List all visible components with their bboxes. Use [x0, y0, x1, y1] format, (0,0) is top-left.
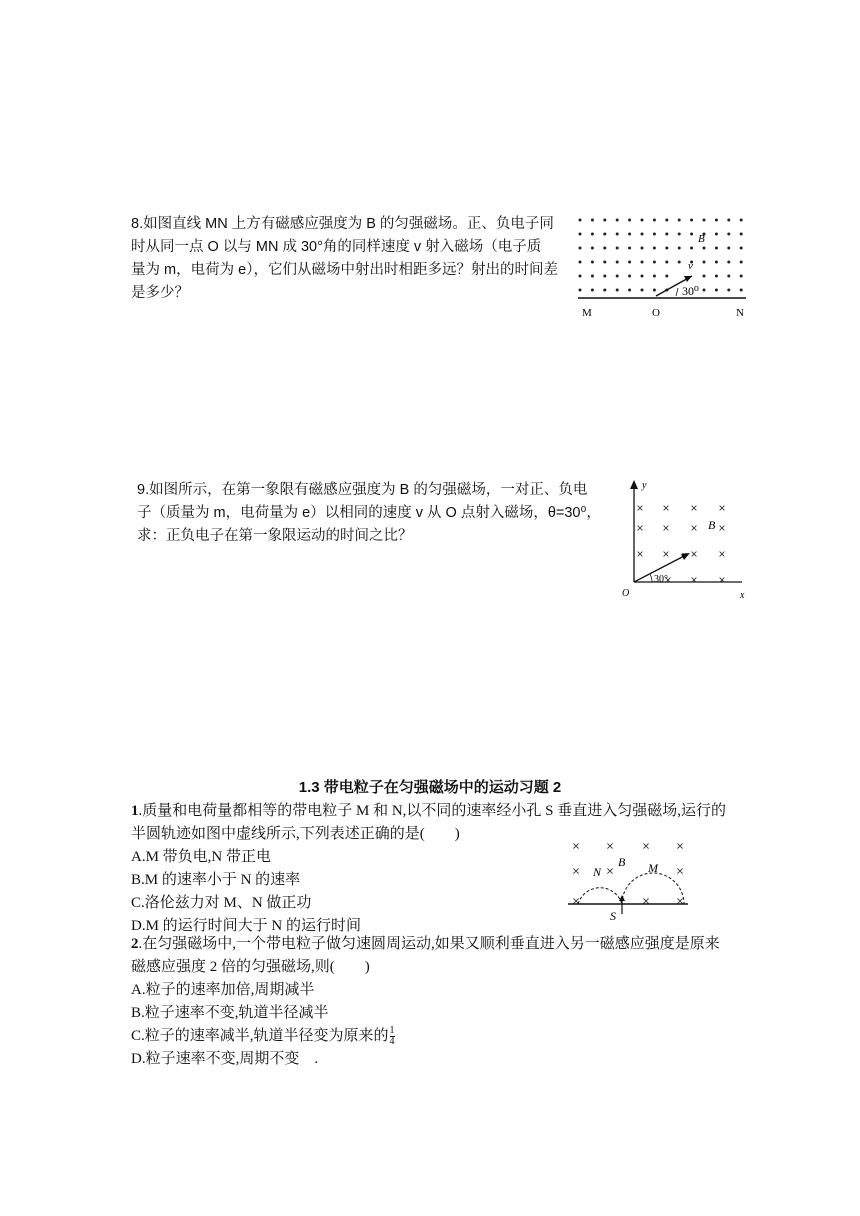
- field-dot: [603, 275, 606, 278]
- field-cross: [573, 843, 578, 848]
- field-cross: [677, 843, 682, 848]
- field-dot: [591, 219, 594, 222]
- trajectory-n: [578, 888, 622, 904]
- origin-label: O: [622, 588, 630, 599]
- field-cross: [664, 552, 669, 557]
- angle-label: 30⁰: [682, 284, 699, 298]
- field-dot: [703, 275, 706, 278]
- field-dot: [591, 275, 594, 278]
- field-dot: [665, 261, 668, 264]
- field-dot: [740, 219, 743, 222]
- field-cross: [638, 552, 643, 557]
- problem-1-text: .质量和电荷量都相等的带电粒子 M 和 N,以不同的速率经小孔 S 垂直进入匀强磁场,运行的: [138, 803, 727, 819]
- field-dot: [727, 289, 730, 292]
- field-dot: [641, 247, 644, 250]
- problem-2-text: .在匀强磁场中,一个带电粒子做匀速圆周运动,如果又顺利垂直进入另一磁感应强度是原来: [138, 936, 720, 952]
- field-dot: [678, 261, 681, 264]
- label-m: M: [648, 861, 658, 875]
- p1-semicircle-figure: [566, 838, 696, 923]
- angle-label: 30°: [654, 574, 668, 585]
- option-d: D.M 的运行时间大于 N 的运行时间: [131, 918, 362, 934]
- question-9-line: 子（质量为 m，电荷量为 e）以相同的速度 v 从 O 点射入磁场，θ=30⁰，: [137, 505, 601, 521]
- fraction-one-quarter: $\frac{1}{4}$: [389, 1025, 395, 1048]
- field-dot: [715, 289, 718, 292]
- field-cross: [692, 552, 697, 557]
- field-dot: [653, 289, 656, 292]
- field-dot: [715, 247, 718, 250]
- option-d: D.粒子速率不变,周期不变 .: [131, 1051, 319, 1067]
- field-cross: [664, 526, 669, 531]
- field-dot: [703, 247, 706, 250]
- label-b: B: [618, 855, 626, 869]
- field-dot: [703, 219, 706, 222]
- field-dot: [727, 219, 730, 222]
- field-dot: [740, 289, 743, 292]
- field-dot: [603, 261, 606, 264]
- field-cross: [692, 506, 697, 511]
- field-dot: [616, 247, 619, 250]
- field-dot: [628, 233, 631, 236]
- field-dot: [740, 261, 743, 264]
- field-dot: [678, 233, 681, 236]
- field-dot: [641, 275, 644, 278]
- field-cross: [638, 526, 643, 531]
- field-dot: [579, 289, 582, 292]
- field-dot: [715, 261, 718, 264]
- question-8-line: 时从同一点 O 以与 MN 成 30°角的同样速度 v 射入磁场（电子质: [131, 239, 542, 255]
- field-cross: [607, 843, 612, 848]
- y-axis-arrow: [630, 480, 638, 489]
- field-cross: [607, 868, 612, 873]
- question-8-line: 8.如图直线 MN 上方有磁感应强度为 B 的匀强磁场。正、负电子同: [131, 216, 554, 232]
- field-cross: [573, 898, 578, 903]
- field-dot: [641, 233, 644, 236]
- field-dots: [579, 219, 743, 292]
- option-a: A.M 带负电,N 带正电: [131, 849, 272, 865]
- field-cross: [638, 506, 643, 511]
- question-9: [137, 479, 617, 548]
- field-dot: [628, 275, 631, 278]
- q9-quadrant-figure: [618, 478, 752, 602]
- field-dot: [616, 289, 619, 292]
- option-b: B.粒子速率不变,轨道半径减半: [131, 1005, 329, 1021]
- field-dot: [628, 247, 631, 250]
- option-a: A.粒子的速率加倍,周期减半: [131, 982, 315, 998]
- field-dot: [591, 289, 594, 292]
- field-dot: [703, 261, 706, 264]
- field-cross: [643, 898, 648, 903]
- field-cross: [677, 868, 682, 873]
- field-dot: [628, 219, 631, 222]
- field-dot: [678, 219, 681, 222]
- field-dot: [678, 247, 681, 250]
- option-b: B.M 的速率小于 N 的速率: [131, 872, 301, 888]
- field-dot: [727, 261, 730, 264]
- field-dot: [653, 233, 656, 236]
- field-dot: [740, 247, 743, 250]
- problem-2-text: 磁感应强度 2 倍的匀强磁场,则( ): [131, 959, 370, 975]
- field-dot: [703, 289, 706, 292]
- field-cross: [573, 868, 578, 873]
- question-8: [131, 213, 571, 305]
- problem-1-text: 半圆轨迹如图中虚线所示,下列表述正确的是( ): [131, 826, 460, 842]
- field-dot: [690, 219, 693, 222]
- field-label-b: B: [708, 518, 716, 532]
- velocity-label: v: [688, 260, 693, 272]
- field-dot: [579, 261, 582, 264]
- field-dot: [641, 261, 644, 264]
- field-dot: [591, 233, 594, 236]
- field-dot: [591, 247, 594, 250]
- field-dot: [603, 247, 606, 250]
- field-dot: [715, 275, 718, 278]
- axis-label-y: y: [642, 480, 647, 491]
- label-s: S: [610, 909, 616, 923]
- problem-number: 1: [131, 803, 139, 819]
- problem-2: [131, 933, 741, 1071]
- question-9-line: 9.如图所示，在第一象限有磁感应强度为 B 的匀强磁场，一对正、负电: [137, 482, 588, 498]
- axis-label-x: x: [740, 590, 745, 601]
- question-8-line: 量为 m，电荷为 e），它们从磁场中射出时相距多远？射出的时间差: [131, 262, 558, 278]
- field-dot: [727, 247, 730, 250]
- field-dot: [740, 233, 743, 236]
- field-dot: [579, 275, 582, 278]
- question-8-line: 是多少？: [131, 285, 189, 301]
- field-cross: [677, 898, 682, 903]
- point-label-o: O: [652, 307, 660, 319]
- field-dot: [727, 275, 730, 278]
- field-dot: [665, 275, 668, 278]
- label-n: N: [593, 865, 602, 879]
- field-dot: [727, 233, 730, 236]
- field-dot: [603, 289, 606, 292]
- field-dot: [665, 247, 668, 250]
- field-cross: [643, 843, 648, 848]
- point-label-n: N: [736, 307, 744, 319]
- field-dot: [690, 233, 693, 236]
- field-cross: [692, 526, 697, 531]
- field-dot: [665, 219, 668, 222]
- field-dot: [616, 233, 619, 236]
- field-dot: [653, 219, 656, 222]
- field-dot: [653, 247, 656, 250]
- field-dot: [579, 219, 582, 222]
- field-dot: [715, 233, 718, 236]
- field-dot: [603, 219, 606, 222]
- field-label-b: B: [698, 233, 705, 245]
- point-label-m: M: [582, 307, 592, 319]
- field-cross: [720, 552, 725, 557]
- field-dot: [616, 275, 619, 278]
- field-cross: [664, 506, 669, 511]
- field-dot: [616, 219, 619, 222]
- section-title: 1.3 带电粒子在匀强磁场中的运动习题 2: [298, 779, 562, 796]
- velocity-label: v: [682, 550, 687, 561]
- field-dot: [579, 233, 582, 236]
- field-dot: [653, 261, 656, 264]
- trajectory-m: [622, 873, 684, 904]
- field-dot: [653, 275, 656, 278]
- field-dot: [628, 289, 631, 292]
- field-dot: [591, 261, 594, 264]
- field-dot: [665, 233, 668, 236]
- field-dot: [715, 219, 718, 222]
- field-cross: [720, 506, 725, 511]
- field-dot: [740, 275, 743, 278]
- field-dot: [616, 261, 619, 264]
- option-c: C.洛伦兹力对 M、N 做正功: [131, 895, 312, 911]
- option-c: C.粒子的速率减半,轨道半径变为原来的: [131, 1028, 389, 1044]
- field-cross: [720, 526, 725, 531]
- question-9-line: 求：正负电子在第一象限运动的时间之比？: [137, 528, 413, 544]
- field-dot: [690, 247, 693, 250]
- problem-number: 2: [131, 936, 139, 952]
- field-dot: [641, 289, 644, 292]
- field-dot: [579, 247, 582, 250]
- field-dot: [603, 233, 606, 236]
- field-dot: [628, 261, 631, 264]
- field-crosses: [573, 843, 682, 903]
- q8-magnetic-field-figure: [574, 212, 752, 322]
- field-dot: [641, 219, 644, 222]
